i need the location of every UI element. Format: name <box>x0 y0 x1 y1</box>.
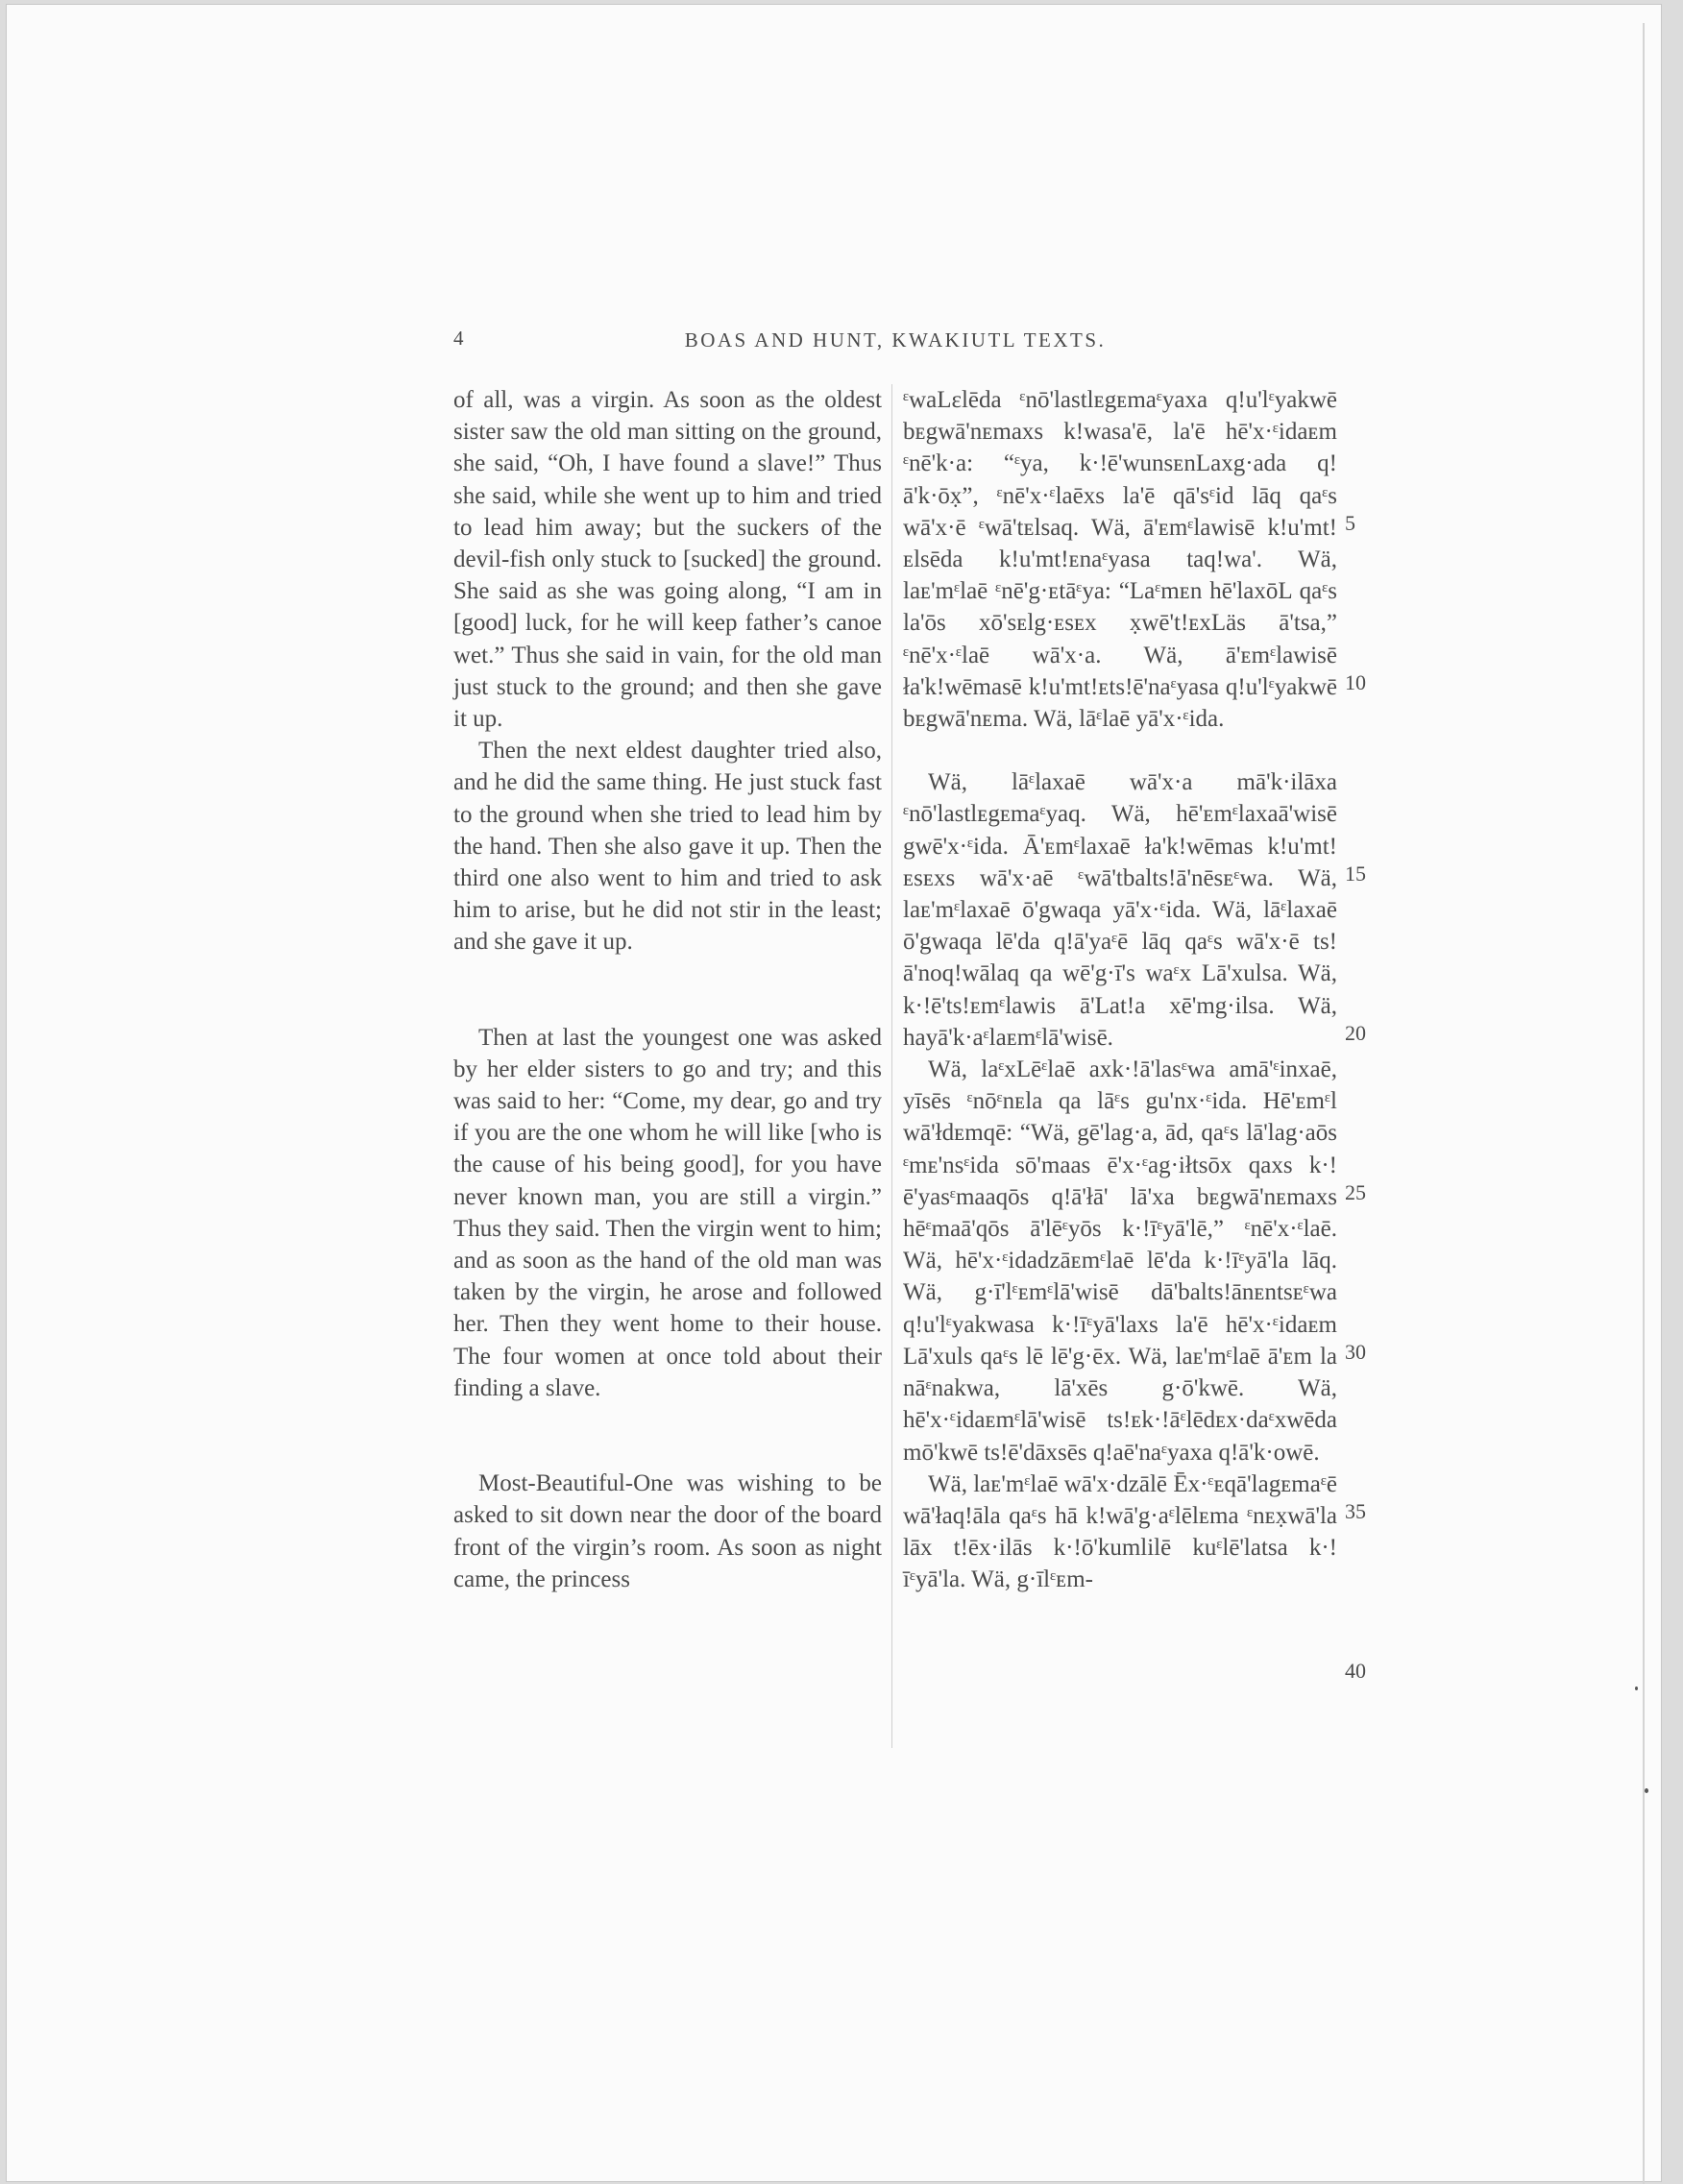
running-title: BOAS AND HUNT, KWAKIUTL TEXTS. <box>684 328 1107 352</box>
english-paragraph-1: of all, was a virgin. As soon as the oldest sister saw the old man sitting on the ground, she said, “Oh, I have found a slave!” Thus she said, while she went up to him and tried to lead him away; but the suckers of the devil-fish only stuck to [sucked] the ground. She said as she was going along, “I am in [good] luck, for he will keep father’s canoe wet.” Thus she said in vain, for the old man just stuck to the ground; and then she gave it up. <box>453 387 882 733</box>
line-number: 30 <box>1345 1340 1366 1364</box>
english-paragraph-2: Then the next eldest daughter tried also, and he did the same thing. He just stuck fast to the ground when she tried to lead him by the hand. Then she also gave it up. Then the third one also went to him and tried to ask him to arise, but he did not stir in the least; and she gave it up. <box>453 738 882 956</box>
scan-speck <box>1645 1788 1648 1793</box>
line-number: 10 <box>1345 670 1366 694</box>
english-translation-column <box>453 384 882 1595</box>
kwakiutl-paragraph-4: Wä, laᴇ'mᵋlaē wā'x·dzālē Ēx·ᵋᴇqā'lagᴇmaᵋē wā'łaq!āla qaᵋs hā k!wā'g·aᵋlēlᴇma ᵋnᴇx̣wā'la lāx t!ēx·ilās k·!ō'kumlilē kuᵋlē'latsa k·!īᵋyā'la. Wä, g·īlᵋᴇm- <box>903 1470 1337 1593</box>
line-number: 15 <box>1345 861 1366 886</box>
kwakiutl-paragraph-3: Wä, laᵋxLēᵋlaē axk·!ā'lasᵋwa amā'ᵋinxaē, yīsēs ᵋnōᵋnᴇla qa lāᵋs gu'nx·ᵋida. Hē'ᴇmᵋl wā'łdᴇmqē: “Wä, gē'lag·a, ād, qaᵋs lā'lag·aōs ᵋmᴇ'nsᵋida sō'maas ē'x·ᵋag·iłtsōx qaxs k·!ē'yasᵋmaaqōs q!ā'łā' lā'xa bᴇgwā'nᴇmaxs hēᵋmaā'qōs ā'lēᵋyōs k·!īᵋyā'lē,” ᵋnē'x·ᵋlaē. Wä, hē'x·ᵋidadzāᴇmᵋlaē lē'da k·!īᵋyā'la lāq. Wä, g·ī'lᵋᴇmᵋlā'wisē dā'balts!ānᴇntsᴇᵋwa q!u'lᵋyakwasa k·!īᵋyā'laxs la'ē hē'x·ᵋidaᴇm Lā'xuls qaᵋs lē lē'g·ēx. Wä, laᴇ'mᵋlaē ā'ᴇm la nāᵋnakwa, lā'xēs g·ō'kwē. Wä, hē'x·ᵋidaᴇmᵋlā'wisē ts!ᴇk·!āᵋlēdᴇx·daᵋxwēda mō'kwē ts!ē'dāxsēs q!aē'naᵋyaxa q!ā'k·owē. <box>903 1056 1337 1466</box>
line-number: 5 <box>1345 511 1355 535</box>
page-header <box>453 327 1337 365</box>
page-number: 4 <box>453 327 466 350</box>
english-paragraph-4: Most-Beautiful-One was wishing to be asked to sit down near the door of the board front of the virgin’s room. As soon as night came, the princess <box>453 1470 882 1592</box>
line-number: 40 <box>1345 1659 1366 1683</box>
line-number: 25 <box>1345 1180 1366 1204</box>
page-edge-shadow <box>1643 23 1645 2184</box>
line-number: 20 <box>1345 1021 1366 1045</box>
scan-speck <box>1635 1687 1638 1690</box>
kwakiutl-paragraph-1: ᵋwaLɛlēda ᵋnō'lastlᴇgᴇmaᵋyaxa q!u'lᵋyakwē bᴇgwā'nᴇmaxs k!wasa'ē, la'ē hē'x·ᵋidaᴇm ᵋnē'k·a: “ᵋya, k·!ē'wunsᴇnLaxg·ada q!ā'k·ōx̣”, ᵋnē'x·ᵋlaēxs la'ē qā'sᵋid lāq qaᵋs wā'x·ē ᵋwā'tᴇlsaq. Wä, ā'ᴇmᵋlawisē k!u'mt!ᴇlsēda k!u'mt!ᴇnaᵋyasa taq!wa'. Wä, laᴇ'mᵋlaē ᵋnē'g·ᴇtāᵋya: “Laᵋmᴇn hē'laxōL qaᵋs la'ōs xō'sᴇlg·ᴇsᴇx x̣wē't!ᴇxLäs ā'tsa,” ᵋnē'x·ᵋlaē wā'x·a. Wä, ā'ᴇmᵋlawisē ła'k!wēmasē k!u'mt!ᴇts!ē'naᵋyasa q!u'lᵋyakwē bᴇgwā'nᴇma. Wä, lāᵋlaē yā'x·ᵋida. <box>903 387 1337 733</box>
kwakiutl-paragraph-2: Wä, lāᵋlaxaē wā'x·a mā'k·ilāxa ᵋnō'lastlᴇgᴇmaᵋyaq. Wä, hē'ᴇmᵋlaxaā'wisē gwē'x·ᵋida. Ā'ᴇmᵋlaxaē ła'k!wēmas k!u'mt!ᴇsᴇxs wā'x·aē ᵋwā'tbalts!ā'nēsᴇᵋwa. Wä, laᴇ'mᵋlaxaē ō'gwaqa yā'x·ᵋida. Wä, lāᵋlaxaē ō'gwaqa lē'da q!ā'yaᵋē lāq qaᵋs wā'x·ē ts!ā'noq!wālaq qa wē'g·ī's waᵋx Lā'xulsa. Wä, k·!ē'ts!ᴇmᵋlawis ā'Lat!a xē'mg·ilsa. Wä, hayā'k·aᵋlaᴇmᵋlā'wisē. <box>903 769 1337 1051</box>
line-number: 35 <box>1345 1499 1366 1523</box>
kwakiutl-text-column <box>903 384 1337 1596</box>
english-paragraph-3: Then at last the youngest one was asked by her elder sisters to go and try; and this was said to her: “Come, my dear, go and try if you are the one whom he will like [who is the cause of his being good], for you have never known man, you are still a virgin.” Thus they said. Then the virgin went to him; and as soon as the hand of the old man was taken by the virgin, he arose and followed her. Then they went home to their house. The four women at once told about their finding a slave. <box>453 1024 882 1401</box>
column-divider <box>891 384 892 1748</box>
